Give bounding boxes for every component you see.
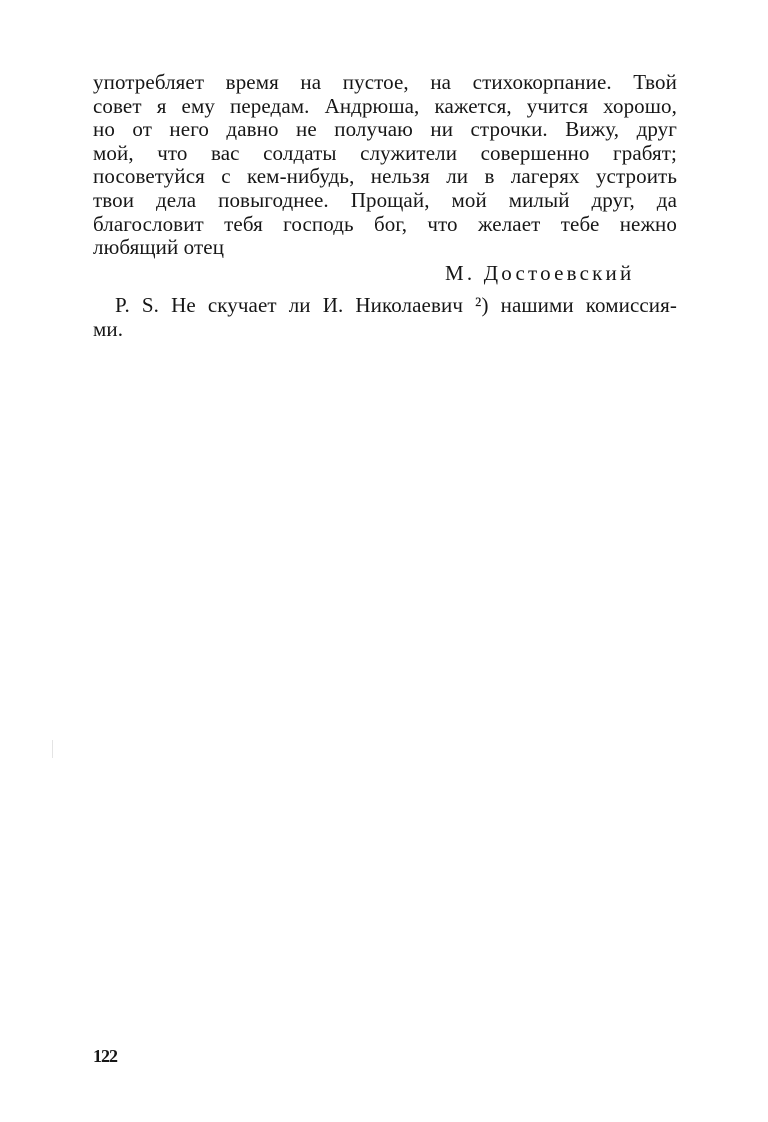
letter-line-2: совет я ему передам. Андрюша, кажется, учится хорошо, bbox=[93, 93, 677, 118]
letter-line-4: мой, что вас солдаты служители совершенно грабят; bbox=[93, 140, 677, 165]
letter-line-7: благословит тебя господь бог, что желает тебе нежно bbox=[93, 211, 677, 236]
letter-line-1: употребляет время на пустое, на стихокорпание. Твой bbox=[93, 70, 677, 94]
scan-artifact bbox=[52, 740, 53, 758]
page-number: 122 bbox=[93, 1046, 117, 1066]
letter-line-5: посоветуйся с кем-нибудь, нельзя ли в лагерях устроить bbox=[93, 164, 677, 189]
postscript bbox=[93, 294, 677, 341]
letter-line-3: но от него давно не получаю ни строчки. Вижу, друг bbox=[93, 117, 677, 142]
letter-line-8: любящий отец bbox=[93, 235, 225, 260]
letter-signature: М. Достоевский bbox=[445, 260, 635, 285]
letter-text bbox=[93, 71, 677, 342]
postscript-line-2: ми. bbox=[93, 316, 124, 341]
letter-line-6: твои дела повыгоднее. Прощай, мой милый друг, да bbox=[93, 187, 677, 212]
postscript-line-1: P. S. Не скучает ли И. Николаевич ²) нашими комиссия- bbox=[115, 293, 677, 318]
